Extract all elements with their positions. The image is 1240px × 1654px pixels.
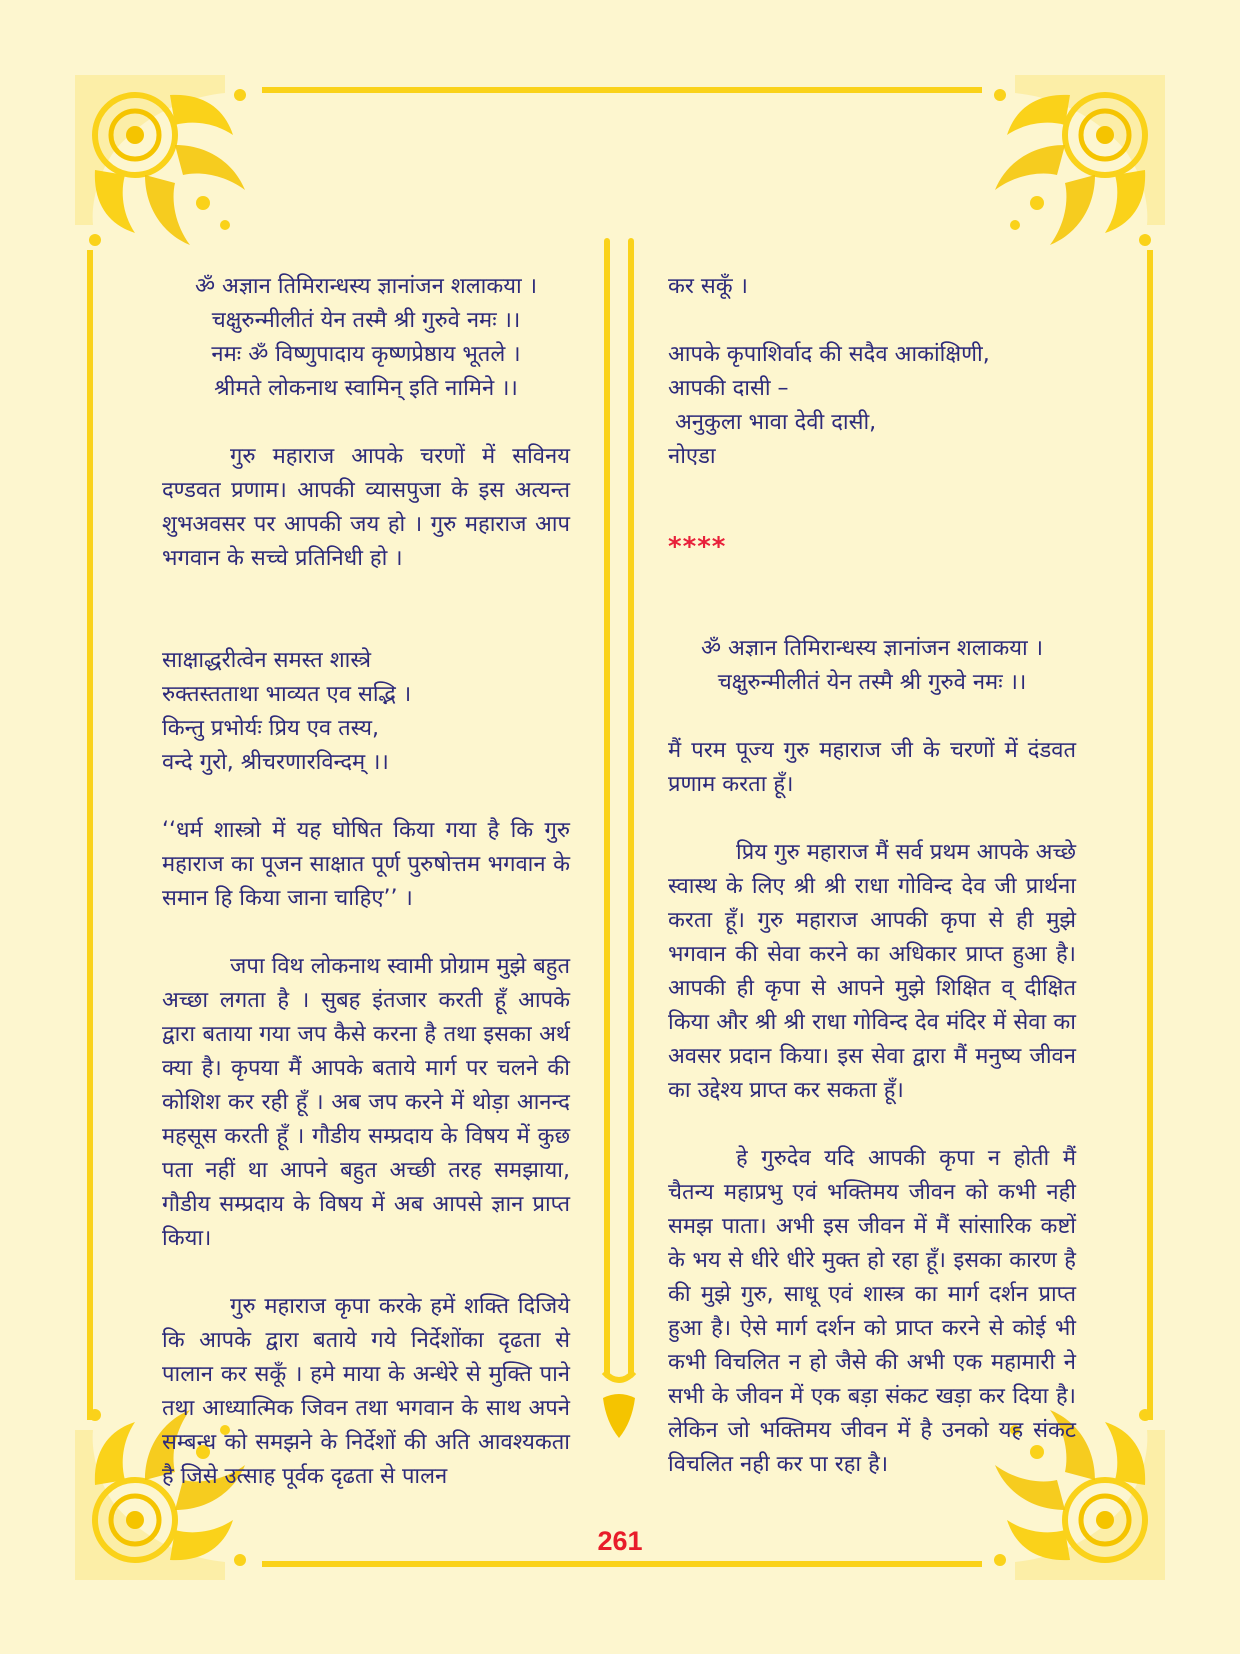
- mantra-line: ॐ अज्ञान तिमिरान्धस्य ज्ञानांजन शलाकया ।: [700, 636, 1044, 661]
- sanskrit-verse: [162, 644, 570, 780]
- paragraph-japa: जपा विथ लोकनाथ स्वामी प्रोग्राम मुझे बहुत अच्छा लगता है । सुबह इंतजार करती हूँ आपके द्वारा बताया गया जप कैसे करना है तथा इसका अर्थ क्या है। कृपया मैं आपके बताये मार्ग पर चलने की कोशिश कर रही हूँ । अब जप करने में थोड़ा आनन्द महसूस करती हूँ । गौडीय सम्प्रदाय के विषय में कुछ पता नहीं था आपने बहुत अच्छी तरह समझाया, गौडीय सम्प्रदाय के विषय में अब आपसे ज्ञान प्राप्त किया।: [162, 954, 570, 1251]
- paragraph-pranam: गुरु महाराज आपके चरणों में सविनय दण्डवत प्रणाम। आपकी व्यासपुजा के इस अत्यन्त शुभअवसर पर आपकी जय हो । गुरु महाराज आप भगवान के सच्चे प्रतिनिधी हो ।: [162, 444, 570, 571]
- paragraph-dandavat: मैं परम पूज्य गुरु महाराज जी के चरणों में दंडवत प्रणाम करता हूँ।: [668, 738, 1076, 797]
- paragraph-request: गुरु महाराज कृपा करके हमें शक्ति दिजिये कि आपके द्वारा बताये गये निर्देशोंका दृढता से पालान कर सकूँ । हमे माया के अन्धेरे से मुक्ति पाने तथा आध्यात्मिक जिवन तथा भगवान के साथ अपने सम्बन्ध को समझने के निर्देशों की अति आवश्यकता है जिसे उत्साह पूर्वक दृढता से पालन: [162, 1294, 570, 1489]
- guru-pranam-mantra-2: [668, 632, 1076, 700]
- verse-line: साक्षाद्धरीत्वेन समस्त शास्त्रे: [162, 648, 372, 673]
- guru-pranam-mantra: [162, 270, 570, 406]
- signoff-line: आपके कृपाशिर्वाद की सदैव आकांक्षिणी,: [668, 342, 990, 367]
- signoff: [668, 338, 1076, 474]
- paragraph-quote: ‘‘धर्म शास्त्रो में यह घोषित किया गया है कि गुरु महाराज का पूजन साक्षात पूर्ण पुरुषोत्तम भगवान के समान हि किया जाना चाहिए’’ ।: [162, 818, 570, 911]
- paragraph-gratitude: प्रिय गुरु महाराज मैं सर्व प्रथम आपके अच्छे स्वास्थ के लिए श्री श्री राधा गोविन्द देव जी प्रार्थना करता हूँ। गुरु महाराज आपकी कृपा से ही मुझे भगवान की सेवा करने का अधिकार प्राप्त हुआ है। आपकी ही कृपा से आपने मुझे शिक्षित व् दीक्षित किया और श्री श्री राधा गोविन्द देव मंदिर में सेवा का अवसर प्रदान किया। इस सेवा द्वारा मैं मनुष्य जीवन का उद्देश्य प्राप्त कर सकता हूँ।: [668, 840, 1076, 1103]
- page-number: 261: [597, 1526, 643, 1556]
- mantra-line: श्रीमते लोकनाथ स्वामिन् इति नामिने ।।: [214, 376, 518, 401]
- mantra-line: नमः ॐ विष्णुपादाय कृष्णप्रेष्ठाय भूतले ।: [211, 342, 521, 367]
- verse-line: रुक्तस्तताथा भाव्यत एव सद्भि ।: [162, 682, 412, 707]
- mantra-line: चक्षुरुन्मीलीतं येन तस्मै श्री गुरुवे नमः ।।: [211, 308, 521, 333]
- paragraph-gurudev: हे गुरुदेव यदि आपकी कृपा न होती मैं चैतन्य महाप्रभु एवं भक्तिमय जीवन को कभी नही समझ पाता। अभी इस जीवन में मैं सांसारिक कष्टों के भय से धीरे धीरे मुक्त हो रहा हूँ। इसका कारण है की मुझे गुरु, साधू एवं शास्त्र का मार्ग दर्शन प्राप्त हुआ है। ऐसे मार्ग दर्शन को प्राप्त करने से कोई भी कभी विचलित न हो जैसे की अभी एक महामारी ने सभी के जीवन में एक बड़ा संकट खड़ा कर दिया है। लेकिन जो भक्तिमय जीवन में है उनको यह संकट विचलित नही कर पा रहा है।: [668, 1146, 1076, 1477]
- mantra-line: चक्षुरुन्मीलीतं येन तस्मै श्री गुरुवे नमः ।।: [717, 670, 1027, 695]
- signoff-line: नोएडा: [668, 444, 716, 469]
- signoff-line: अनुकुला भावा देवी दासी,: [668, 410, 877, 435]
- verse-line: किन्तु प्रभोर्यः प्रिय एव तस्य,: [162, 716, 379, 741]
- signoff-line: आपकी दासी –: [668, 376, 789, 401]
- verse-line: वन्दे गुरो, श्रीचरणारविन्दम् ।।: [162, 750, 389, 775]
- continuation-line: कर सकूँ ।: [668, 274, 748, 299]
- left-column: [162, 270, 570, 1494]
- mantra-line: ॐ अज्ञान तिमिरान्धस्य ज्ञानांजन शलाकया ।: [194, 274, 538, 299]
- right-column: [668, 270, 1076, 1482]
- section-separator: ****: [668, 532, 727, 562]
